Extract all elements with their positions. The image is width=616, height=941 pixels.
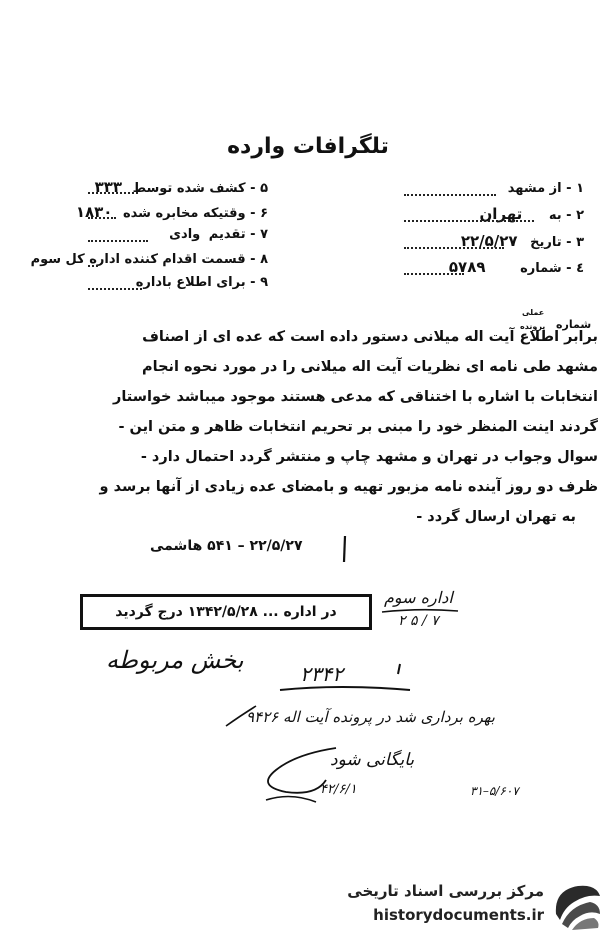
- watermark-emblem-icon: [550, 880, 604, 932]
- body-line: به تهران ارسال گردد -: [416, 509, 576, 525]
- shomare-note-amali: عملی: [522, 308, 545, 317]
- header-decoded-by-label: ۵ - کشف شده توسط: [132, 181, 268, 196]
- signoff-stroke: [338, 534, 352, 564]
- handwritten-signature: [236, 740, 346, 810]
- header-to-value: تهران: [479, 205, 523, 223]
- body-line: ظرف دو روز آینده نامه مزبور تهیه و بامضای عده زیادی از آنها برسد و: [99, 479, 598, 495]
- dotted-line: [404, 247, 504, 249]
- header-for-info: [88, 272, 268, 294]
- header-decoded-by: [88, 176, 268, 198]
- document-title: تلگرافات وارده: [227, 134, 389, 159]
- handwritten-archive-note: بایگانی شود: [330, 750, 415, 770]
- dotted-line: [88, 288, 142, 290]
- shomare-note-parvande: پرونده: [520, 322, 546, 331]
- shomare-label: شماره: [556, 318, 592, 331]
- header-sent-time-value: ۱۸۳۰: [75, 203, 113, 221]
- body-line: برابر اطلاع آیت اله میلانی دستور داده است که عده ای از اصناف: [142, 329, 598, 345]
- signoff-line: ۲۲/۵/۲۷ – ۵۴۱ هاشمی: [150, 538, 303, 554]
- header-date-value: ۲۲/۵/۲۷: [460, 232, 518, 250]
- handwritten-section-number: ۲۳۴۲: [300, 662, 343, 686]
- body-line: سوال وجواب در تهران و مشهد چاپ و منتشر گردد احتمال دارد -: [140, 449, 598, 465]
- handwritten-underline: [380, 607, 460, 615]
- handwritten-marks: [270, 660, 420, 696]
- watermark-logo: [330, 878, 610, 934]
- dotted-line: [404, 220, 534, 222]
- header-submitted: [88, 224, 268, 246]
- handwritten-dept-note: اداره سوم: [384, 588, 453, 607]
- dotted-line: [88, 217, 116, 219]
- handwritten-processed-note: بهره برداری شد در پرونده آیت اله ۹۴۲۶: [246, 708, 495, 726]
- dotted-line: [404, 194, 496, 196]
- header-number-label: ٤ - شماره: [520, 261, 584, 276]
- body-line: مشهد طی نامه ای نظریات آیت اله میلانی را در مورد نحوه انجام: [142, 359, 598, 375]
- header-date-label: ۳ - تاریخ: [530, 235, 584, 250]
- handwritten-dept-number: ۷ / ۵ ۲: [398, 613, 439, 629]
- watermark-title: مرکز بررسی اسناد تاریخی: [347, 882, 544, 900]
- header-to-label: ۲ - به: [548, 208, 584, 223]
- body-line: گردند اینت المنظر خود را مبنی بر تحریم انتخابات ظاهر و متن این -: [118, 419, 598, 435]
- header-for-info-label: ۹ - برای اطلاع باداره: [135, 275, 268, 290]
- header-action-dept: [30, 249, 268, 271]
- dotted-line: [88, 240, 148, 242]
- header-from-label: ۱ - از مشهد: [507, 181, 584, 196]
- header-from: [404, 178, 584, 200]
- handwritten-bottom-date: ۵/۶۰۷–۳۱: [470, 784, 519, 798]
- header-action-dept-label: ۸ - قسمت اقدام کننده: [124, 252, 268, 267]
- telegram-body: [58, 322, 598, 532]
- header-sent-time-label: ۶ - وقتیکه مخابره شده: [123, 206, 268, 221]
- dotted-line: [404, 273, 464, 275]
- watermark-url: historydocuments.ir: [373, 906, 544, 924]
- header-sent-time: [75, 201, 268, 223]
- handwritten-section-note: بخش مربوطه: [106, 646, 244, 674]
- header-decoded-by-value: ۳۳۳: [94, 178, 123, 196]
- dotted-line: [88, 192, 138, 194]
- handwritten-arrow: [220, 702, 260, 732]
- header-action-dept-value: اداره کل سوم: [30, 252, 120, 267]
- body-line: انتخابات با اشاره با اختناقی که مدعی هستند موجود میباشد خواستار: [113, 389, 598, 405]
- header-submitted-value: وادی: [169, 227, 201, 242]
- header-submitted-label: ۷ - تقدیم: [208, 227, 268, 242]
- registration-stamp: در اداره ... ۱۳۴۲/۵/۲۸ درج گردید: [80, 594, 372, 630]
- dotted-line: [88, 265, 98, 267]
- handwritten-archive-date: ۴۲/۶/۱: [320, 782, 357, 797]
- header-number-value: ۵۷۸۹: [448, 258, 486, 276]
